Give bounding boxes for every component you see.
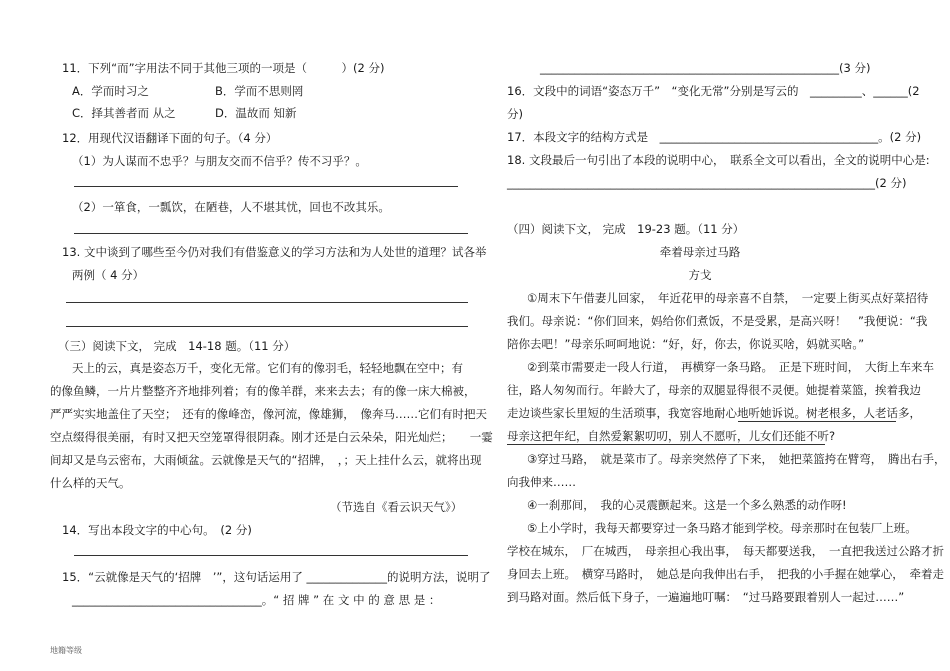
article-line: 母亲这把年纪，自然爱絮絮叨叨，别人不愿听，儿女们还能不听? [507, 429, 836, 443]
page-footer: 地籍等级 [50, 646, 82, 655]
q16-stem-line1: 16．文段中的词语“姿态万千” “变化无常”分别是写云的 _________、______(2 [507, 84, 920, 98]
underline-mark [507, 444, 825, 445]
answer-line [66, 302, 468, 303]
underline-mark [738, 421, 896, 422]
q15-stem-line2: _________________________________。“ 招 牌 ” 在 文 中 的 意 思 是 ： [72, 593, 441, 607]
q15-stem-line1: 15．“云就像是天气的‘招牌 ’”，这句话运用了 ______________的说明方法，说明了 [62, 570, 491, 584]
article-line: 到马路对面。然后低下身子，一遍遍地叮嘱： “过马路要跟着别人一起过……” [507, 590, 905, 604]
q14-stem: 14．写出本段文字的中心句。 (2 分) [62, 523, 252, 537]
article-line: 陪你去吧！”母亲乐呵呵地说：“好，好，你去，你说买啥，妈就买啥。” [507, 337, 865, 351]
passage-source: （节选自《看云识天气》） [330, 500, 463, 514]
q16-stem-line2: 分) [507, 107, 523, 121]
article-line: 向我伸来…… [507, 475, 576, 489]
passage-paragraph-line: 什么样的天气。 [50, 476, 131, 490]
q15-continuation: ____________________________________________________(3 分) [540, 61, 871, 75]
article-line: 学校在城东， 厂在城西， 母亲担心我出事， 每天都要送我， 一直把我送过公路才折 [507, 544, 944, 558]
passage-paragraph-line: 严严实实地盖住了天空； 还有的像峰峦，像河流，像雄狮， 像奔马……它们有时把天 [50, 407, 487, 421]
q17-stem: 17．本段文字的结构方式是 ______________________________________。(2 分) [507, 130, 922, 144]
q11-option-d: D．温故而 知新 [215, 106, 297, 120]
q18-stem-line2: ________________________________________________________________(2 分) [507, 176, 907, 190]
q12-stem: 12．用现代汉语翻译下面的句子。（4 分） [62, 131, 278, 145]
article-line: ③穿过马路， 就是菜市了。母亲突然停了下来， 她把菜篮挎在臂弯， 腾出右手， [527, 452, 946, 466]
article-line: ②到菜市需要走一段人行道， 再横穿一条马路。 正是下班时间， 大街上车来车 [527, 360, 935, 374]
article-line: 往，路人匆匆而行。年龄大了，母亲的双腿显得很不灵便。她提着菜篮，挨着我边 [507, 383, 921, 397]
article-line: ⑤上小学时，我每天都要穿过一条马路才能到学校。母亲那时在包装厂上班。 [527, 521, 917, 535]
answer-line [74, 233, 468, 234]
article-author: 方戈 [688, 268, 712, 282]
passage-paragraph-line: 空点缀得很美丽，有时又把天空笼罩得很阴森。刚才还是白云朵朵，阳光灿烂； 一霎 [50, 430, 493, 444]
article-line: 身回去上班。 横穿马路时， 她总是向我伸出右手， 把我的小手握在她掌心， 牵着走 [507, 567, 944, 581]
article-title: 牵着母亲过马路 [659, 245, 741, 259]
passage-paragraph-line: 的像鱼鳞，一片片整整齐齐地排列着；有的像羊群，来来去去；有的像一床大棉被， [50, 384, 476, 398]
article-line: 走边谈些家长里短的生活琐事，我宽容地耐心地听她诉说。树老根多，人老话多， [507, 406, 921, 420]
q12-sentence-2: （2）一箪食，一瓢饮，在陋巷，人不堪其忧，回也不改其乐。 [72, 200, 390, 214]
q11-stem: 11．下列“而”字用法不同于其他三项的一项是（ ）(2 分) [62, 61, 385, 75]
q11-option-a: A．学而时习之 [72, 84, 149, 98]
section-3-heading: （三）阅读下文， 完成 14-18 题。（11 分） [58, 339, 296, 353]
answer-line [74, 186, 458, 187]
q13-stem-line1: 13. 文中谈到了哪些至今仍对我们有借鉴意义的学习方法和为人处世的道理？试各举 [62, 245, 487, 259]
section-4-heading: （四）阅读下文， 完成 19-23 题。（11 分） [507, 222, 745, 236]
answer-line [74, 555, 468, 556]
q18-stem-line1: 18. 文段最后一句引出了本段的说明中心， 联系全文可以看出，全文的说明中心是: [507, 153, 930, 167]
answer-line [66, 326, 468, 327]
article-line: 我们。母亲说：“你们回来，妈给你们煮饭，不是受累，是高兴呀！ ”我便说：“我 [507, 314, 928, 328]
q12-sentence-1: （1）为人谋而不忠乎？与朋友交而不信乎？传不习乎？。 [72, 154, 367, 168]
q11-option-c: C．择其善者而 从之 [72, 106, 176, 120]
passage-paragraph-line: 间却又是乌云密布，大雨倾盆。云就像是天气的“招牌， ，；天上挂什么云，就将出现 [50, 453, 482, 467]
passage-paragraph-line: 天上的云，真是姿态万千，变化无常。它们有的像羽毛，轻轻地飘在空中；有 [72, 361, 463, 375]
q13-stem-line2: 两例（ 4 分） [72, 268, 145, 282]
article-line: ①周末下午借妻儿回家， 年近花甲的母亲喜不自禁， 一定要上街买点好菜招待 [527, 291, 929, 305]
q11-option-b: B．学而不思则罔 [215, 84, 304, 98]
article-line: ④一刹那间， 我的心灵震颤起来。这是一个多么熟悉的动作呀! [527, 498, 847, 512]
